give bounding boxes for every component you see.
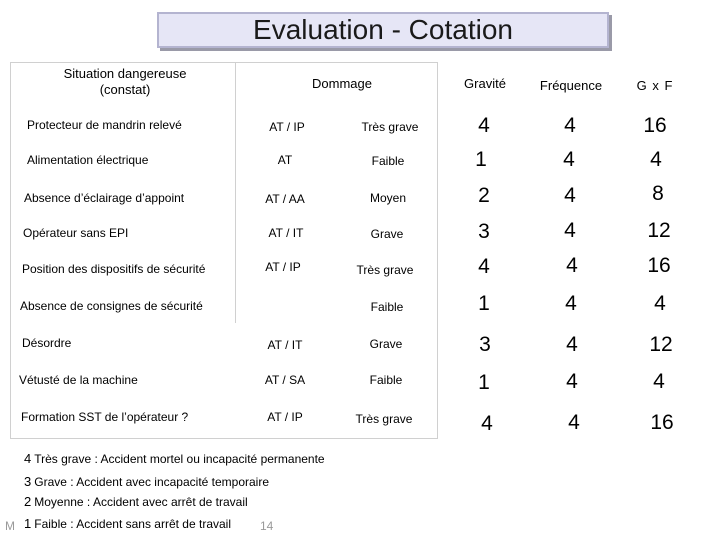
row-gxf: 4 bbox=[653, 370, 665, 393]
row-frequence: 4 bbox=[564, 219, 576, 242]
row-dommage-type: AT bbox=[277, 153, 293, 167]
row-dommage-type: AT / IP bbox=[269, 120, 305, 134]
row-gravite: 1 bbox=[475, 148, 487, 171]
legend-number: 3 bbox=[24, 474, 32, 489]
row-situation: Absence d’éclairage d’appoint bbox=[24, 191, 185, 205]
legend-text: Grave : Accident avec incapacité temporaire bbox=[34, 475, 270, 489]
page-title: Evaluation - Cotation bbox=[253, 14, 513, 45]
row-situation: Formation SST de l’opérateur ? bbox=[21, 410, 189, 424]
row-dommage-type: AT / IP bbox=[267, 410, 303, 424]
legend-number: 4 bbox=[24, 451, 32, 466]
legend-number: 2 bbox=[24, 494, 32, 509]
row-situation: Protecteur de mandrin relevé bbox=[27, 118, 182, 132]
row-situation: Position des dispositifs de sécurité bbox=[22, 262, 206, 276]
row-gravite: 4 bbox=[481, 412, 493, 435]
row-gravite: 1 bbox=[478, 292, 490, 315]
row-dommage-severite: Moyen bbox=[369, 191, 407, 205]
footer-partial-left: M bbox=[5, 519, 15, 533]
row-situation: Opérateur sans EPI bbox=[23, 226, 129, 240]
row-gravite: 2 bbox=[478, 184, 490, 207]
row-gxf: 8 bbox=[652, 182, 664, 205]
row-dommage-severite: Faible bbox=[370, 300, 404, 314]
row-dommage-severite: Très grave bbox=[355, 412, 413, 426]
legend-text: Moyenne : Accident avec arrêt de travail bbox=[34, 495, 248, 509]
row-gravite: 4 bbox=[478, 255, 490, 278]
row-gravite: 4 bbox=[478, 114, 490, 137]
row-frequence: 4 bbox=[566, 333, 578, 356]
row-dommage-type: AT / IT bbox=[268, 226, 304, 240]
header-situation-line2: (constat) bbox=[99, 82, 151, 97]
row-gravite: 3 bbox=[479, 333, 491, 356]
footer-partial-right: 14 bbox=[260, 519, 274, 533]
row-frequence: 4 bbox=[564, 114, 576, 137]
row-dommage-type: AT / AA bbox=[265, 192, 305, 206]
legend-item bbox=[24, 451, 325, 466]
row-gxf: 12 bbox=[649, 333, 673, 356]
row-frequence: 4 bbox=[568, 411, 580, 434]
legend-text: Faible : Accident sans arrêt de travail bbox=[34, 517, 231, 531]
header-gravite: Gravité bbox=[464, 76, 506, 91]
row-gxf: 16 bbox=[643, 114, 667, 137]
header-situation-line1: Situation dangereuse bbox=[63, 66, 187, 81]
row-gxf: 16 bbox=[647, 254, 671, 277]
row-dommage-severite: Faible bbox=[371, 154, 405, 168]
row-gravite: 1 bbox=[478, 371, 490, 394]
row-dommage-severite: Grave bbox=[369, 337, 403, 351]
row-situation: Désordre bbox=[22, 336, 72, 350]
row-frequence: 4 bbox=[566, 254, 578, 277]
legend-text: Très grave : Accident mortel ou incapacité permanente bbox=[34, 452, 325, 466]
header-situation bbox=[40, 66, 210, 98]
header-gxf: G x F bbox=[636, 78, 674, 93]
legend-item bbox=[24, 516, 231, 531]
header-frequence: Fréquence bbox=[539, 78, 603, 93]
row-frequence: 4 bbox=[565, 292, 577, 315]
row-frequence: 4 bbox=[566, 370, 578, 393]
row-situation: Alimentation électrique bbox=[27, 153, 149, 167]
legend-item bbox=[24, 494, 248, 509]
header-dommage: Dommage bbox=[312, 76, 372, 91]
row-dommage-type: AT / IT bbox=[267, 338, 303, 352]
row-gxf: 12 bbox=[647, 219, 671, 242]
row-gravite: 3 bbox=[478, 220, 490, 243]
legend-item bbox=[24, 474, 269, 489]
row-dommage-severite: Faible bbox=[369, 373, 403, 387]
row-dommage-type: AT / IP bbox=[265, 260, 301, 274]
row-dommage-severite: Très grave bbox=[361, 120, 419, 134]
row-dommage-type: AT / SA bbox=[264, 373, 306, 387]
row-frequence: 4 bbox=[563, 148, 575, 171]
row-gxf: 16 bbox=[650, 411, 674, 434]
row-gxf: 4 bbox=[654, 292, 666, 315]
legend-number: 1 bbox=[24, 516, 32, 531]
row-gxf: 4 bbox=[650, 148, 662, 171]
row-situation: Vétusté de la machine bbox=[19, 373, 138, 387]
row-dommage-severite: Grave bbox=[370, 227, 404, 241]
row-situation: Absence de consignes de sécurité bbox=[20, 299, 203, 313]
row-frequence: 4 bbox=[564, 184, 576, 207]
row-dommage-severite: Très grave bbox=[356, 263, 414, 277]
title-box bbox=[157, 12, 609, 48]
